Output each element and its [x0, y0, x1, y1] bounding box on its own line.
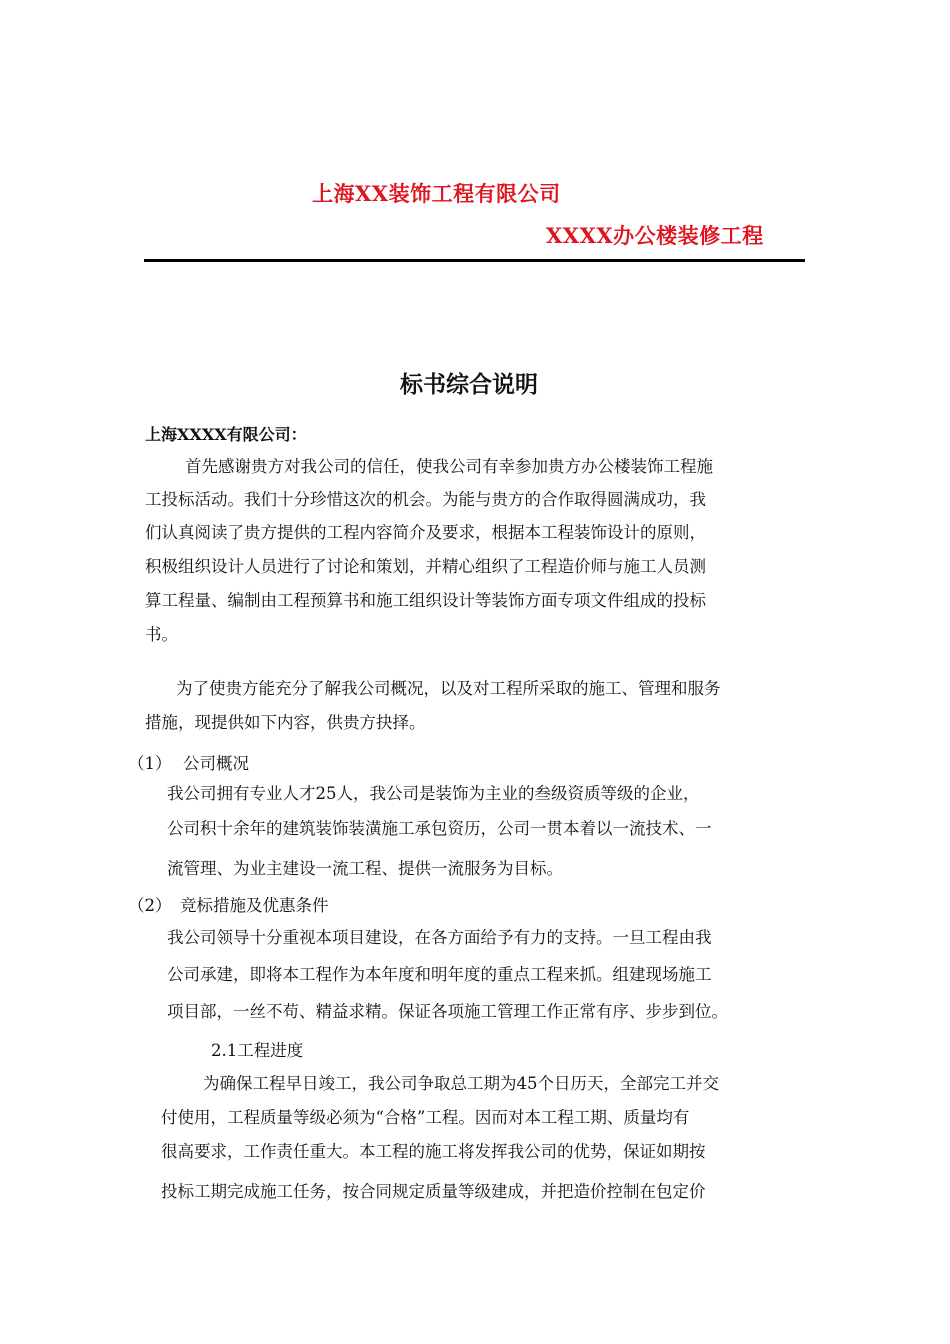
salutation: 上海XXXX有限公司： — [145, 425, 307, 444]
subsection-line: 付使用，工程质量等级必须为“合格”工程。因而对本工程工期、质量均有 — [161, 1108, 690, 1127]
intro-line: 积极组织设计人员进行了讨论和策划，并精心组织了工程造价师与施工人员测 — [145, 557, 706, 576]
intro-line: 首先感谢贵方对我公司的信任，使我公司有幸参加贵方办公楼装饰工程施 — [185, 457, 713, 476]
section-number: （2） — [128, 896, 172, 915]
company-name: 上海XX装饰工程有限公司 — [312, 181, 561, 206]
section-number: （1） — [128, 754, 172, 773]
intro-line: 工投标活动。我们十分珍惜这次的机会。为能与贵方的合作取得圆满成功，我 — [145, 490, 706, 509]
subsection-line: 为确保工程早日竣工，我公司争取总工期为45个日历天，全部完工并交 — [203, 1074, 719, 1093]
intro-line: 们认真阅读了贵方提供的工程内容简介及要求，根据本工程装饰设计的原则， — [145, 523, 706, 542]
project-name: XXXX办公楼装修工程 — [546, 223, 764, 248]
intro-line: 书。 — [145, 625, 178, 644]
intro-line: 算工程量、编制由工程预算书和施工组织设计等装饰方面专项文件组成的投标 — [145, 591, 706, 610]
section-line: 我公司领导十分重视本项目建设，在各方面给予有力的支持。一旦工程由我 — [167, 928, 712, 947]
section-line: 公司积十余年的建筑装饰装潢施工承包资历，公司一贯本着以一流技术、一 — [167, 819, 712, 838]
purpose-line: 为了使贵方能充分了解我公司概况，以及对工程所采取的施工、管理和服务 — [176, 679, 721, 698]
document-title: 标书综合说明 — [400, 371, 538, 398]
subsection-line: 投标工期完成施工任务，按合同规定质量等级建成，并把造价控制在包定价 — [161, 1182, 706, 1201]
section-title: 竞标措施及优惠条件 — [180, 896, 329, 915]
section-line: 我公司拥有专业人才25人，我公司是装饰为主业的叁级资质等级的企业， — [167, 784, 700, 803]
section-line: 公司承建，即将本工程作为本年度和明年度的重点工程来抓。组建现场施工 — [167, 965, 712, 984]
subsection-line: 很高要求，工作责任重大。本工程的施工将发挥我公司的优势，保证如期按 — [161, 1142, 706, 1161]
subsection-title: 2.1工程进度 — [211, 1041, 304, 1060]
section-line: 项目部，一丝不苟、精益求精。保证各项施工管理工作正常有序、步步到位。 — [167, 1002, 728, 1021]
purpose-line: 措施，现提供如下内容，供贵方抉择。 — [145, 713, 426, 732]
section-line: 流管理、为业主建设一流工程、提供一流服务为目标。 — [167, 859, 563, 878]
header-divider — [144, 259, 805, 262]
section-title: 公司概况 — [183, 754, 249, 773]
